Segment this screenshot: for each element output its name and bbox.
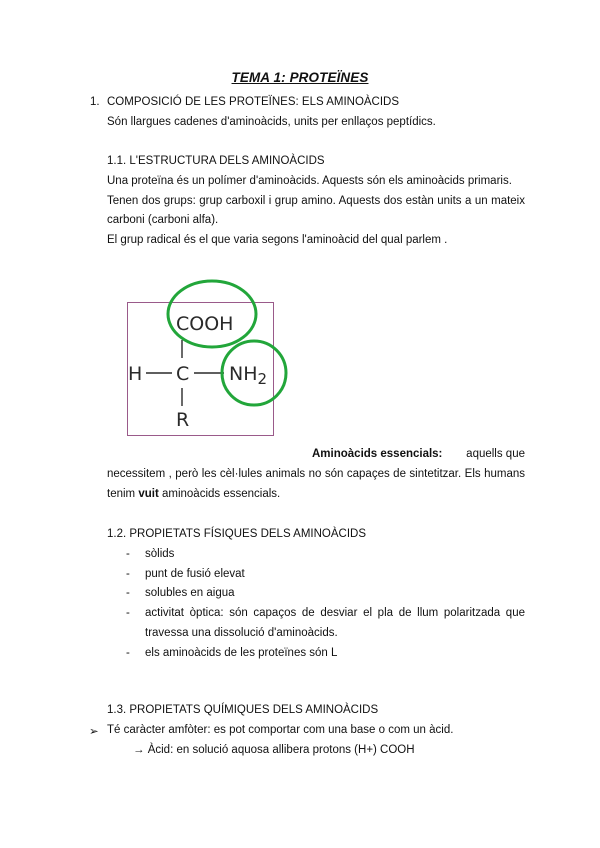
arrow-bullet-icon: ➢ xyxy=(89,726,99,738)
section-1-3-heading: 1.3. PROPIETATS QUÍMIQUES DELS AMINOÀCIDS xyxy=(107,704,379,716)
paragraph-line: Una proteïna és un polímer d'aminoàcids. Aquests són els aminoàcids primaris. xyxy=(107,175,512,187)
list-dash: - xyxy=(126,607,130,619)
paragraph-line: El grup radical és el que varia segons l'aminoàcid del qual parlem . xyxy=(107,234,448,246)
section-1-heading: COMPOSICIÓ DE LES PROTEÏNES: ELS AMINOÀCIDS xyxy=(107,96,400,108)
list-dash: - xyxy=(126,587,130,599)
paragraph-line: carboni (carboni alfa). xyxy=(107,214,219,226)
list-item: activitat òptica: són capaços de desviar el pla de llum polaritzada que xyxy=(145,607,525,619)
essentials-term: Aminoàcids essencials: xyxy=(312,448,443,460)
list-dash: - xyxy=(126,548,130,560)
carbon-label: C xyxy=(176,363,190,385)
essentials-count: vuit xyxy=(138,488,159,500)
essentials-first-line xyxy=(312,448,525,460)
essentials-line-2: necessitem , però les cèl·lules animals no són capaçes de sintetitzar. Els humans xyxy=(107,468,525,480)
radical-label: R xyxy=(176,409,190,431)
essentials-line1-rest: aquells que xyxy=(466,448,525,460)
list-dash: - xyxy=(126,647,130,659)
list-item: solubles en aigua xyxy=(145,587,235,599)
nh2-label: $NH_2$ xyxy=(229,363,268,388)
section-1-text: Són llargues cadenes d'aminoàcids, units per enllaços peptídics. xyxy=(107,116,436,128)
list-dash: - xyxy=(126,568,130,580)
amino-acid-structure-diagram xyxy=(110,272,300,442)
list-item: sòlids xyxy=(145,548,175,560)
amphoteric-point: Té caràcter amfòter: es pot comportar com una base o com un àcid. xyxy=(107,724,454,736)
list-item-continuation: travessa una dissolució d'aminoàcids. xyxy=(145,627,338,639)
document-title: TEMA 1: PROTEÏNES xyxy=(231,70,369,85)
section-1-2-heading: 1.2. PROPIETATS FÍSIQUES DELS AMINOÀCIDS xyxy=(107,528,367,540)
section-1-1-heading: 1.1. L'ESTRUCTURA DELS AMINOÀCIDS xyxy=(107,155,325,167)
acid-subpoint: → Àcid: en solució aquosa allibera protons (H+) COOH xyxy=(133,744,415,756)
list-item: els aminoàcids de les proteïnes són L xyxy=(145,647,338,659)
section-1-number: 1. xyxy=(90,96,100,108)
list-item: punt de fusió elevat xyxy=(145,568,245,580)
hydrogen-label: H xyxy=(128,363,143,385)
cooh-label: COOH xyxy=(176,313,234,335)
paragraph-line: Tenen dos grups: grup carboxil i grup amino. Aquests dos estàn units a un mateix xyxy=(107,195,525,207)
essentials-line-3: tenim vuit aminoàcids essencials. xyxy=(107,488,281,500)
